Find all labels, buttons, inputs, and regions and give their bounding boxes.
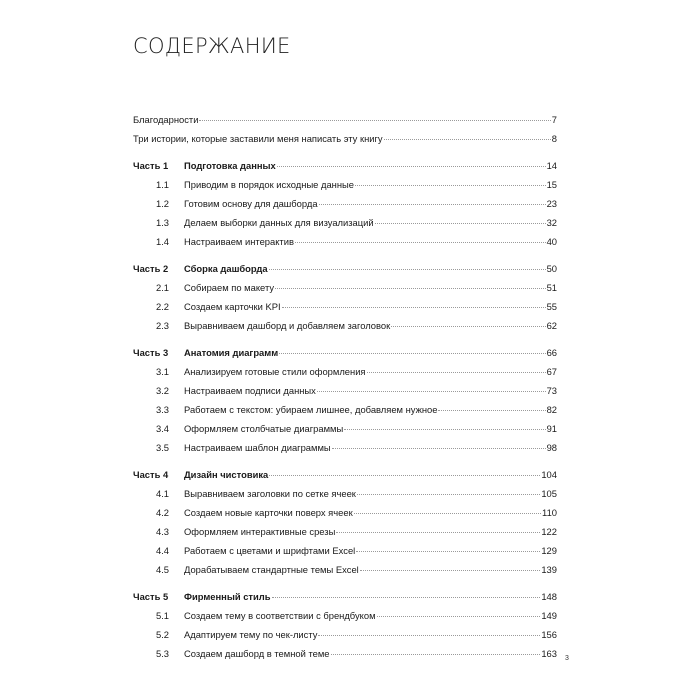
toc-section[interactable]: [133, 297, 557, 316]
section-title: Создаем тему в соответствии с брендбуком: [184, 610, 376, 621]
toc-entry-label: Три истории, которые заставили меня написать эту книгу: [133, 133, 383, 144]
section-page: 91: [546, 423, 557, 434]
part-page: 66: [546, 347, 557, 358]
section-page: 105: [541, 488, 557, 499]
toc-section[interactable]: [133, 232, 557, 251]
toc-section[interactable]: [133, 541, 557, 560]
section-number: 2.2: [155, 301, 169, 312]
section-page: 82: [546, 404, 557, 415]
section-page: 98: [546, 442, 557, 453]
section-page: 110: [542, 507, 557, 518]
section-number: 4.2: [155, 507, 169, 518]
section-title: Готовим основу для дашборда: [184, 198, 318, 209]
dot-leader: [357, 493, 540, 495]
toc-section[interactable]: [133, 644, 557, 663]
section-number: 1.1: [155, 179, 169, 190]
toc-section[interactable]: [133, 194, 557, 213]
toc-parts: [133, 156, 557, 663]
section-page: 73: [546, 385, 557, 396]
section-title: Создаем дашборд в темной теме: [184, 648, 330, 659]
section-title: Дорабатываем стандартные темы Excel: [184, 564, 359, 575]
section-page: 55: [546, 301, 557, 312]
page-number: 3: [565, 655, 569, 662]
dot-leader: [282, 306, 546, 308]
part-title: Анатомия диаграмм: [184, 347, 279, 358]
section-title: Адаптируем тему по чек-листу: [184, 629, 318, 640]
toc-section[interactable]: [133, 484, 557, 503]
section-number: 1.2: [155, 198, 169, 209]
section-title: Настраиваем шаблон диаграммы: [184, 442, 331, 453]
dot-leader: [356, 550, 540, 552]
section-page: 62: [546, 320, 557, 331]
section-number: 3.4: [155, 423, 169, 434]
dot-leader: [336, 531, 540, 533]
section-title: Делаем выборки данных для визуализаций: [184, 217, 374, 228]
section-number: 1.3: [155, 217, 169, 228]
section-page: 51: [546, 282, 557, 293]
section-number: 3.1: [155, 366, 169, 377]
toc-part-4[interactable]: [133, 465, 557, 484]
section-page: 122: [541, 526, 557, 537]
dot-leader: [377, 615, 541, 617]
dot-leader: [279, 352, 545, 354]
section-number: 3.5: [155, 442, 169, 453]
part-page: 148: [541, 591, 557, 602]
dot-leader: [272, 596, 541, 598]
dot-leader: [391, 325, 545, 327]
toc-section[interactable]: [133, 438, 557, 457]
section-page: 129: [541, 545, 557, 556]
section-number: 3.3: [155, 404, 169, 415]
toc-section[interactable]: [133, 560, 557, 579]
dot-leader: [344, 428, 545, 430]
part-page: 14: [546, 160, 557, 171]
dot-leader: [277, 165, 546, 167]
section-title: Оформляем столбчатые диаграммы: [184, 423, 344, 434]
dot-leader: [317, 390, 546, 392]
section-title: Работаем с текстом: убираем лишнее, добавляем нужное: [184, 404, 438, 415]
part-number: Часть 2: [133, 263, 169, 274]
toc-part-2[interactable]: [133, 259, 557, 278]
section-page: 15: [546, 179, 557, 190]
dot-leader: [275, 287, 546, 289]
part-title: Сборка дашборда: [184, 263, 268, 274]
section-page: 156: [541, 629, 557, 640]
page-title: СОДЕРЖАНИЕ: [133, 34, 291, 58]
section-number: 5.2: [155, 629, 169, 640]
dot-leader: [331, 653, 541, 655]
toc-section[interactable]: [133, 522, 557, 541]
toc-section[interactable]: [133, 625, 557, 644]
part-number: Часть 5: [133, 591, 169, 602]
dot-leader: [384, 138, 551, 140]
section-page: 139: [541, 564, 557, 575]
section-page: 23: [546, 198, 557, 209]
dot-leader: [269, 474, 540, 476]
toc-section[interactable]: [133, 213, 557, 232]
toc-section[interactable]: [133, 381, 557, 400]
toc-entry-label: Благодарности: [133, 114, 199, 125]
toc-section[interactable]: [133, 606, 557, 625]
toc-section[interactable]: [133, 316, 557, 335]
toc-section[interactable]: [133, 278, 557, 297]
dot-leader: [360, 569, 541, 571]
dot-leader: [355, 184, 546, 186]
section-title: Собираем по макету: [184, 282, 275, 293]
part-title: Дизайн чистовика: [184, 469, 269, 480]
part-number: Часть 4: [133, 469, 169, 480]
toc-entry-page: 7: [551, 114, 557, 125]
toc-entry-three-stories[interactable]: [133, 129, 557, 148]
part-page: 104: [541, 469, 557, 480]
section-title: Создаем новые карточки поверх ячеек: [184, 507, 353, 518]
part-number: Часть 3: [133, 347, 169, 358]
section-page: 40: [546, 236, 557, 247]
section-title: Настраиваем интерактив: [184, 236, 294, 247]
dot-leader: [319, 203, 546, 205]
section-number: 4.4: [155, 545, 169, 556]
toc-part-5[interactable]: [133, 587, 557, 606]
section-title: Создаем карточки KPI: [184, 301, 281, 312]
toc-section[interactable]: [133, 362, 557, 381]
toc-part-1[interactable]: [133, 156, 557, 175]
toc-entry-page: 8: [551, 133, 557, 144]
section-title: Анализируем готовые стили оформления: [184, 366, 366, 377]
dot-leader: [375, 222, 546, 224]
section-title: Настраиваем подписи данных: [184, 385, 316, 396]
dot-leader: [332, 447, 546, 449]
section-page: 32: [546, 217, 557, 228]
section-title: Приводим в порядок исходные данные: [184, 179, 354, 190]
section-number: 5.3: [155, 648, 169, 659]
part-title: Фирменный стиль: [184, 591, 271, 602]
section-page: 163: [541, 648, 557, 659]
section-page: 149: [541, 610, 557, 621]
toc-section[interactable]: [133, 503, 557, 522]
section-title: Работаем с цветами и шрифтами Excel: [184, 545, 356, 556]
section-page: 67: [546, 366, 557, 377]
dot-leader: [438, 409, 545, 411]
section-number: 1.4: [155, 236, 169, 247]
dot-leader: [367, 371, 546, 373]
section-number: 4.1: [155, 488, 169, 499]
section-title: Оформляем интерактивные срезы: [184, 526, 336, 537]
section-number: 5.1: [155, 610, 169, 621]
toc-section[interactable]: [133, 175, 557, 194]
section-title: Выравниваем дашборд и добавляем заголовок: [184, 320, 391, 331]
dot-leader: [354, 512, 541, 514]
table-of-contents: [133, 110, 557, 663]
toc-entry-acknowledgements[interactable]: [133, 110, 557, 129]
dot-leader: [295, 241, 546, 243]
section-title: Выравниваем заголовки по сетке ячеек: [184, 488, 356, 499]
dot-leader: [269, 268, 546, 270]
part-number: Часть 1: [133, 160, 169, 171]
dot-leader: [199, 119, 550, 121]
dot-leader: [318, 634, 540, 636]
section-number: 3.2: [155, 385, 169, 396]
section-number: 2.1: [155, 282, 169, 293]
section-number: 4.5: [155, 564, 169, 575]
section-number: 4.3: [155, 526, 169, 537]
part-page: 50: [546, 263, 557, 274]
toc-section[interactable]: [133, 419, 557, 438]
part-title: Подготовка данных: [184, 160, 276, 171]
toc-part-3[interactable]: [133, 343, 557, 362]
section-number: 2.3: [155, 320, 169, 331]
toc-section[interactable]: [133, 400, 557, 419]
